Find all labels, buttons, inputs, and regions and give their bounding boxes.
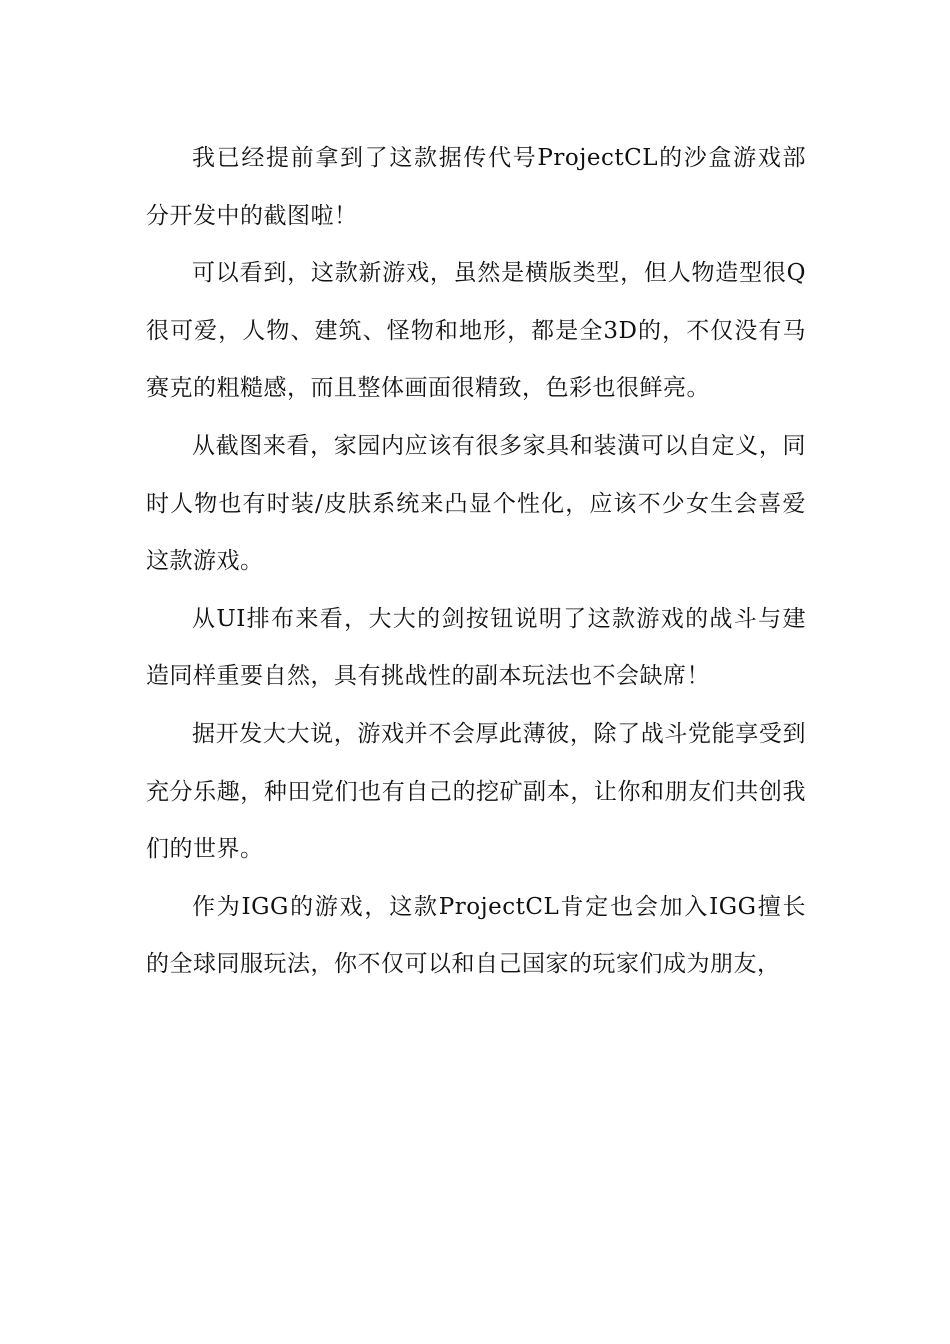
paragraph-5: 据开发大大说，游戏并不会厚此薄彼，除了战斗党能享受到充分乐趣，种田党们也有自己的挖矿副本，让你和朋友们共创我们的世界。 <box>146 720 806 863</box>
paragraph-3: 从截图来看，家园内应该有很多家具和装潢可以自定义，同时人物也有时装/皮肤系统来凸显个性化，应该不少女生会喜爱这款游戏。 <box>146 432 806 575</box>
paragraph-4: 从UI排布来看，大大的剑按钮说明了这款游戏的战斗与建造同样重要自然，具有挑战性的副本玩法也不会缺席！ <box>146 605 806 690</box>
article-body <box>146 130 806 994</box>
paragraph-2: 可以看到，这款新游戏，虽然是横版类型，但人物造型很Q很可爱，人物、建筑、怪物和地形，都是全3D的，不仅没有马赛克的粗糙感，而且整体画面很精致，色彩也很鲜亮。 <box>146 260 806 402</box>
paragraph-6: 作为IGG的游戏，这款ProjectCL肯定也会加入IGG擅长的全球同服玩法，你不仅可以和自己国家的玩家们成为朋友， <box>146 893 806 978</box>
paragraph-1: 我已经提前拿到了这款据传代号ProjectCL的沙盒游戏部分开发中的截图啦！ <box>146 145 806 229</box>
